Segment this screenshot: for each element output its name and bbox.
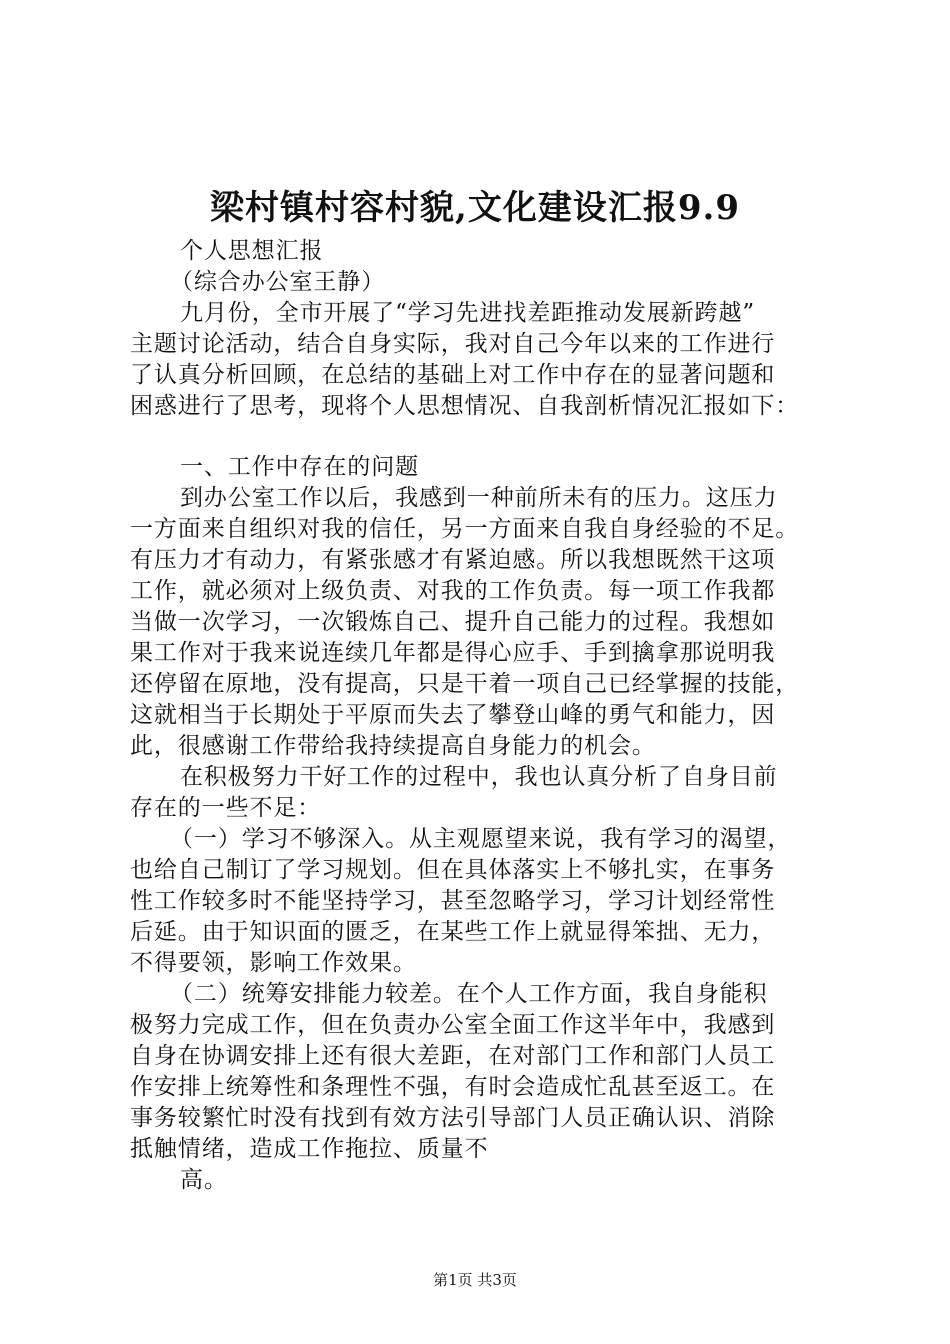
text-line: 到办公室工作以后，我感到一种前所未有的压力。这压力	[180, 485, 778, 511]
document-title: 梁村镇村容村貌,文化建设汇报9.9	[210, 188, 740, 228]
text-line: （综合办公室王静）	[170, 269, 386, 295]
text-line: 这就相当于长期处于平原而失去了攀登山峰的勇气和能力，因	[130, 702, 776, 728]
text-line: 还停留在原地，没有提高，只是干着一项自己已经掌握的技能，	[130, 671, 800, 697]
section-heading: 一、工作中存在的问题	[180, 454, 419, 480]
text-line: （二）统筹安排能力较差。在个人工作方面，我自身能积	[170, 981, 768, 1007]
text-line: 九月份，全市开展了“学习先进找差距推动发展新跨越”	[180, 300, 756, 326]
text-line: 个人思想汇报	[180, 238, 324, 264]
text-line: 极努力完成工作，但在负责办公室全面工作这半年中，我感到	[130, 1012, 776, 1038]
text-line: 作安排上统筹性和条理性不强，有时会造成忙乱甚至返工。在	[130, 1074, 776, 1100]
text-line: 高。	[180, 1167, 228, 1193]
text-line: 一方面来自组织对我的信任，另一方面来自我自身经验的不足。	[130, 516, 800, 542]
text-line: 当做一次学习，一次锻炼自己、提升自己能力的过程。我想如	[130, 609, 776, 635]
text-line: 了认真分析回顾，在总结的基础上对工作中存在的显著问题和	[130, 362, 776, 388]
text-line: 有压力才有动力，有紧张感才有紧迫感。所以我想既然干这项	[130, 547, 776, 573]
text-line: 此，很感谢工作带给我持续提高自身能力的机会。	[130, 733, 656, 759]
text-line: 也给自己制订了学习规划。但在具体落实上不够扎实，在事务	[130, 857, 776, 883]
text-line: 在积极努力干好工作的过程中，我也认真分析了自身目前	[180, 764, 778, 790]
text-line: 后延。由于知识面的匮乏，在某些工作上就显得笨拙、无力，	[130, 919, 776, 945]
text-line: 困惑进行了思考，现将个人思想情况、自我剖析情况汇报如下：	[130, 393, 800, 419]
text-line: 性工作较多时不能坚持学习，甚至忽略学习，学习计划经常性	[130, 888, 776, 914]
text-line: 自身在协调安排上还有很大差距，在对部门工作和部门人员工	[130, 1043, 776, 1069]
text-line: 不得要领，影响工作效果。	[130, 950, 417, 976]
text-line: 抵触情绪，造成工作拖拉、质量不	[130, 1136, 489, 1162]
text-line: 工作，就必须对上级负责、对我的工作负责。每一项工作我都	[130, 578, 776, 604]
text-line: （一）学习不够深入。从主观愿望来说，我有学习的渴望，	[170, 826, 792, 852]
text-line: 存在的一些不足：	[130, 795, 322, 821]
text-line: 果工作对于我来说连续几年都是得心应手、手到擒拿那说明我	[130, 640, 776, 666]
page-footer: 第1页 共3页	[433, 1271, 517, 1289]
text-line: 事务较繁忙时没有找到有效方法引导部门人员正确认识、消除	[130, 1105, 776, 1131]
text-line: 主题讨论活动，结合自身实际，我对自己今年以来的工作进行	[130, 331, 776, 357]
